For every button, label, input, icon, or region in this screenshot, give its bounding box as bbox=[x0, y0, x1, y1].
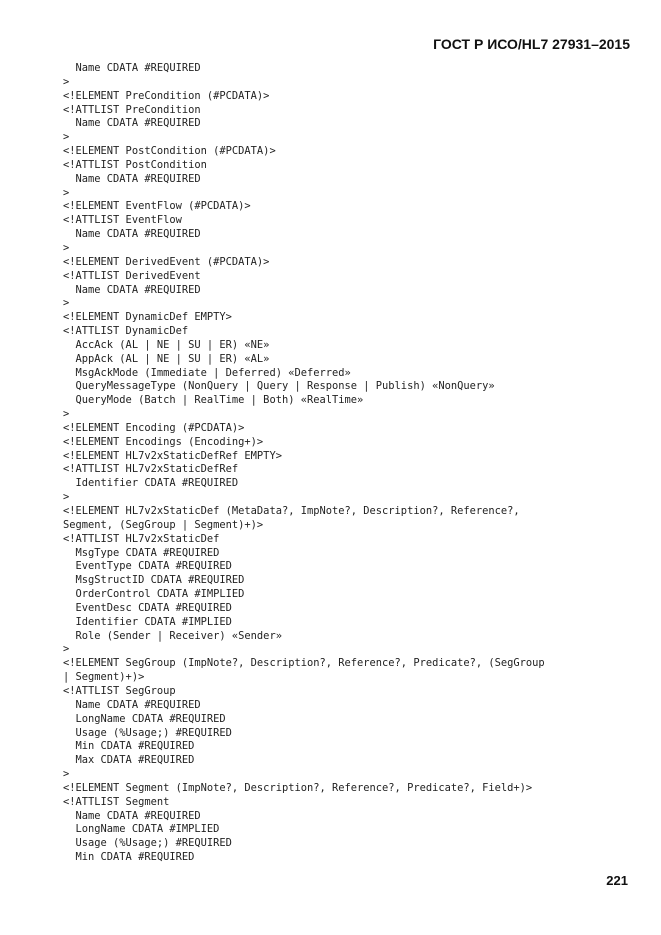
code-line: Identifier CDATA #REQUIRED bbox=[63, 477, 239, 490]
document-header: ГОСТ Р ИСО/HL7 27931–2015 bbox=[433, 36, 630, 52]
code-line: Name CDATA #REQUIRED bbox=[63, 698, 201, 711]
code-line: AppAck (AL | NE | SU | ER) «AL» bbox=[63, 352, 270, 365]
code-line: | Segment)+)> bbox=[63, 671, 145, 684]
code-line: <!ELEMENT EventFlow (#PCDATA)> bbox=[63, 200, 251, 213]
code-line: <!ELEMENT Encodings (Encoding+)> bbox=[63, 435, 264, 448]
code-line: > bbox=[63, 408, 70, 421]
code-line: > bbox=[63, 297, 70, 310]
code-line: Min CDATA #REQUIRED bbox=[63, 740, 195, 753]
code-line: Name CDATA #REQUIRED bbox=[63, 62, 201, 74]
code-line: LongName CDATA #REQUIRED bbox=[63, 712, 226, 725]
code-line: > bbox=[63, 131, 70, 144]
code-line: <!ATTLIST Segment bbox=[63, 795, 170, 808]
code-line: <!ELEMENT HL7v2xStaticDef (MetaData?, ImpNote?, Description?, Reference?, bbox=[63, 505, 520, 517]
code-line: <!ATTLIST PostCondition bbox=[63, 158, 207, 171]
code-line: Identifier CDATA #IMPLIED bbox=[63, 615, 232, 628]
code-line: Name CDATA #REQUIRED bbox=[63, 172, 201, 185]
code-line: > bbox=[63, 768, 70, 781]
code-line: EventDesc CDATA #REQUIRED bbox=[63, 601, 232, 614]
code-line: <!ATTLIST DerivedEvent bbox=[63, 269, 201, 282]
code-line: Usage (%Usage;) #REQUIRED bbox=[63, 837, 232, 850]
code-line: > bbox=[63, 186, 70, 199]
code-line: <!ATTLIST DynamicDef bbox=[63, 325, 189, 338]
code-line: MsgType CDATA #REQUIRED bbox=[63, 546, 220, 559]
code-line: Usage (%Usage;) #REQUIRED bbox=[63, 726, 232, 739]
code-line: Name CDATA #REQUIRED bbox=[63, 228, 201, 241]
code-line: MsgStructID CDATA #REQUIRED bbox=[63, 574, 245, 587]
code-line: Segment, (SegGroup | Segment)+)> bbox=[63, 518, 264, 531]
code-line: <!ATTLIST HL7v2xStaticDef bbox=[63, 532, 220, 545]
code-line: > bbox=[63, 643, 70, 656]
page-number: 221 bbox=[606, 873, 628, 888]
code-line: AccAck (AL | NE | SU | ER) «NE» bbox=[63, 338, 270, 351]
code-line: > bbox=[63, 491, 70, 504]
code-line: Name CDATA #REQUIRED bbox=[63, 283, 201, 296]
code-line: Min CDATA #REQUIRED bbox=[63, 851, 195, 864]
code-line: EventType CDATA #REQUIRED bbox=[63, 560, 232, 573]
dtd-code-listing bbox=[63, 62, 638, 865]
code-line: > bbox=[63, 75, 70, 88]
code-line: <!ATTLIST HL7v2xStaticDefRef bbox=[63, 463, 239, 476]
code-line: QueryMessageType (NonQuery | Query | Response | Publish) «NonQuery» bbox=[63, 380, 495, 393]
code-line: <!ELEMENT SegGroup (ImpNote?, Description?, Reference?, Predicate?, (SegGroup bbox=[63, 657, 545, 670]
code-line: Name CDATA #REQUIRED bbox=[63, 117, 201, 130]
code-line: Name CDATA #REQUIRED bbox=[63, 809, 201, 822]
code-line: <!ELEMENT PreCondition (#PCDATA)> bbox=[63, 89, 270, 102]
code-line: LongName CDATA #IMPLIED bbox=[63, 823, 220, 836]
code-line: <!ELEMENT HL7v2xStaticDefRef EMPTY> bbox=[63, 449, 282, 462]
code-line: <!ATTLIST EventFlow bbox=[63, 214, 182, 227]
code-line: > bbox=[63, 241, 70, 254]
code-line: <!ELEMENT DynamicDef EMPTY> bbox=[63, 311, 232, 324]
code-line: OrderControl CDATA #IMPLIED bbox=[63, 588, 245, 601]
code-line: <!ELEMENT PostCondition (#PCDATA)> bbox=[63, 145, 276, 158]
code-line: Role (Sender | Receiver) «Sender» bbox=[63, 629, 282, 642]
code-line: <!ATTLIST PreCondition bbox=[63, 103, 201, 116]
code-line: <!ELEMENT DerivedEvent (#PCDATA)> bbox=[63, 255, 270, 268]
code-line: <!ATTLIST SegGroup bbox=[63, 684, 176, 697]
code-line: MsgAckMode (Immediate | Deferred) «Deferred» bbox=[63, 366, 351, 379]
code-line: QueryMode (Batch | RealTime | Both) «RealTime» bbox=[63, 394, 364, 407]
code-line: Max CDATA #REQUIRED bbox=[63, 754, 195, 767]
code-line: <!ELEMENT Encoding (#PCDATA)> bbox=[63, 421, 245, 434]
code-line: <!ELEMENT Segment (ImpNote?, Description?, Reference?, Predicate?, Field+)> bbox=[63, 781, 533, 794]
